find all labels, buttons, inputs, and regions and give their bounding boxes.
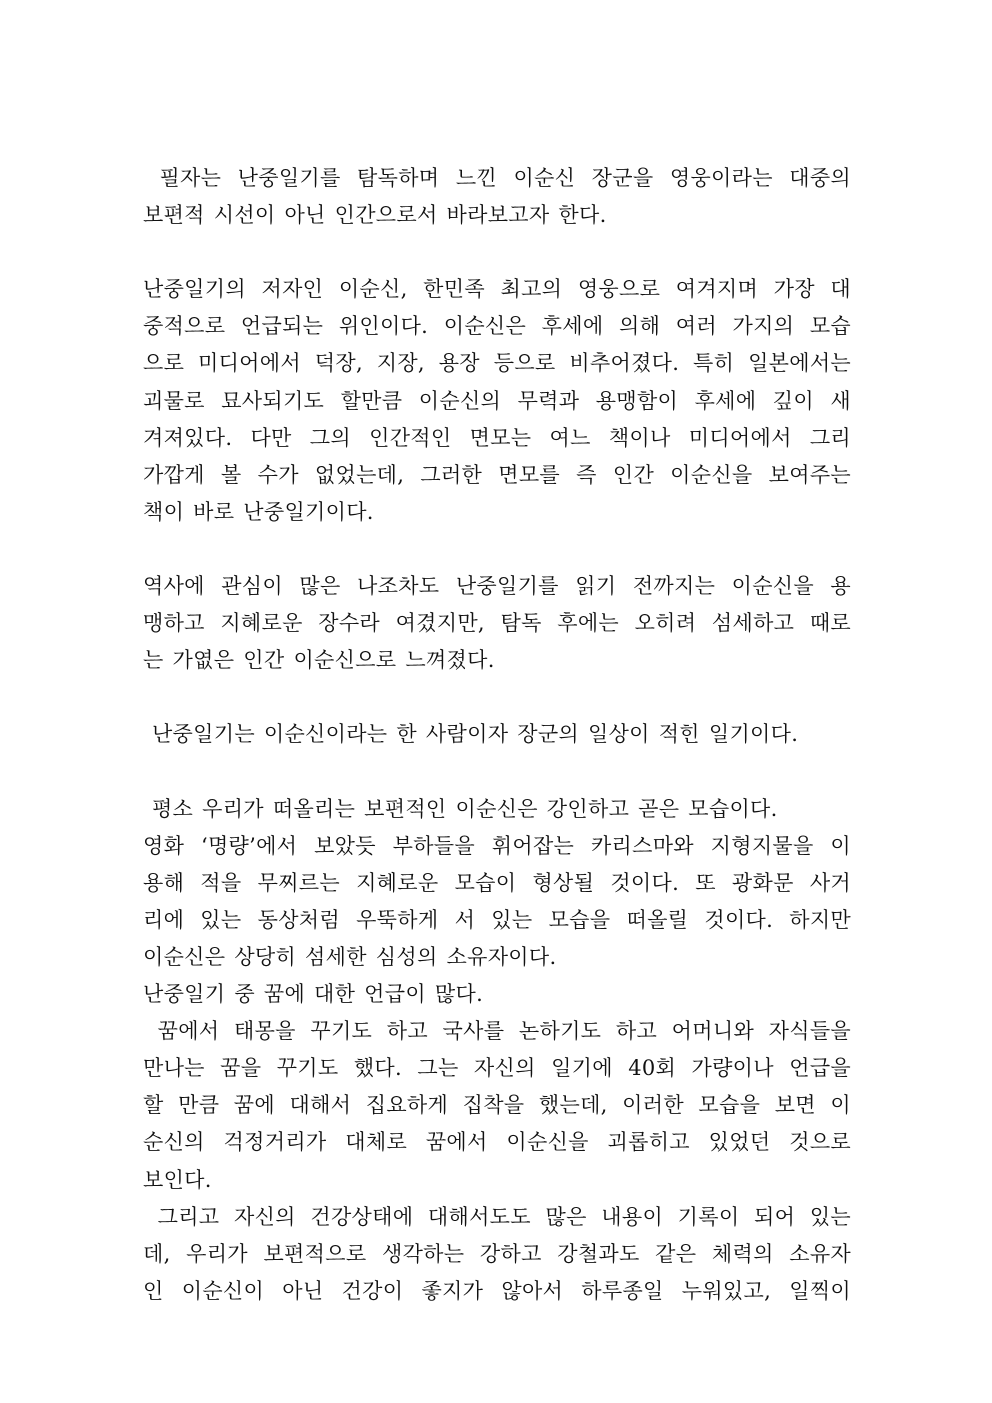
text-line: 보편적 시선이 아닌 인간으로서 바라보고자 한다. (143, 203, 607, 228)
paragraph-details (143, 791, 851, 1310)
text-line: 책이 바로 난중일기이다. (143, 499, 374, 524)
text-line: 난중일기 중 꿈에 대한 언급이 많다. (143, 982, 484, 1007)
text-line: 보인다. (143, 1167, 212, 1192)
text-line: 리에 있는 동상처럼 우뚝하게 서 있는 모습을 떠올릴 것이다. 하지만 (143, 907, 851, 932)
text-line: 맹하고 지혜로운 장수라 여겼지만, 탐독 후에는 오히려 섬세하고 때로 (143, 611, 851, 636)
text-line: 이순신은 상당히 섬세한 심성의 소유자이다. (143, 944, 557, 969)
paragraph-summary (143, 716, 851, 753)
text-line: 평소 우리가 떠올리는 보편적인 이순신은 강인하고 곧은 모습이다. (143, 796, 778, 821)
text-line: 영화 ‘명량’에서 보았듯 부하들을 휘어잡는 카리스마와 지형지물을 이 (143, 833, 851, 858)
text-line: 필자는 난중일기를 탐독하며 느낀 이순신 장군을 영웅이라는 대중의 (143, 166, 851, 190)
text-line: 괴물로 묘사되기도 할만큼 이순신의 무력과 용맹함이 후세에 깊이 새 (143, 388, 851, 413)
paragraph-spacer (143, 754, 851, 791)
paragraph-impression (143, 568, 851, 679)
text-line: 난중일기는 이순신이라는 한 사람이자 장군의 일상이 적힌 일기이다. (143, 722, 799, 747)
text-line: 는 가엾은 인간 이순신으로 느껴졌다. (143, 648, 495, 673)
paragraph-intro (143, 160, 851, 234)
text-line: 인 이순신이 아닌 건강이 좋지가 않아서 하루종일 누워있고, 일찍이 (143, 1278, 851, 1303)
text-line: 데, 우리가 보편적으로 생각하는 강하고 강철과도 같은 체력의 소유자 (143, 1241, 851, 1266)
text-line: 으로 미디어에서 덕장, 지장, 용장 등으로 비추어졌다. 특히 일본에서는 (143, 351, 851, 376)
body-text (143, 160, 851, 1310)
text-line: 순신의 걱정거리가 대체로 꿈에서 이순신을 괴롭히고 있었던 것으로 (143, 1130, 851, 1155)
paragraph-spacer (143, 531, 851, 568)
paragraph-spacer (143, 679, 851, 716)
text-line: 가깝게 볼 수가 없었는데, 그러한 면모를 즉 인간 이순신을 보여주는 (143, 462, 851, 487)
text-line: 그리고 자신의 건강상태에 대해서도도 많은 내용이 기록이 되어 있는 (143, 1204, 851, 1229)
text-line: 겨져있다. 다만 그의 인간적인 면모는 여느 책이나 미디어에서 그리 (143, 425, 851, 450)
text-line: 할 만큼 꿈에 대해서 집요하게 집착을 했는데, 이러한 모습을 보면 이 (143, 1093, 851, 1118)
text-line: 꿈에서 태몽을 꾸기도 하고 국사를 논하기도 하고 어머니와 자식들을 (143, 1019, 851, 1044)
text-line: 만나는 꿈을 꾸기도 했다. 그는 자신의 일기에 40회 가량이나 언급을 (143, 1056, 851, 1081)
text-line: 용해 적을 무찌르는 지혜로운 모습이 형상될 것이다. 또 광화문 사거 (143, 870, 851, 895)
paragraph-author (143, 271, 851, 531)
paragraph-spacer (143, 234, 851, 271)
text-line: 역사에 관심이 많은 나조차도 난중일기를 읽기 전까지는 이순신을 용 (143, 574, 851, 599)
text-line: 중적으로 언급되는 위인이다. 이순신은 후세에 의해 여러 가지의 모습 (143, 314, 851, 339)
text-line: 난중일기의 저자인 이순신, 한민족 최고의 영웅으로 여겨지며 가장 대 (143, 277, 851, 302)
